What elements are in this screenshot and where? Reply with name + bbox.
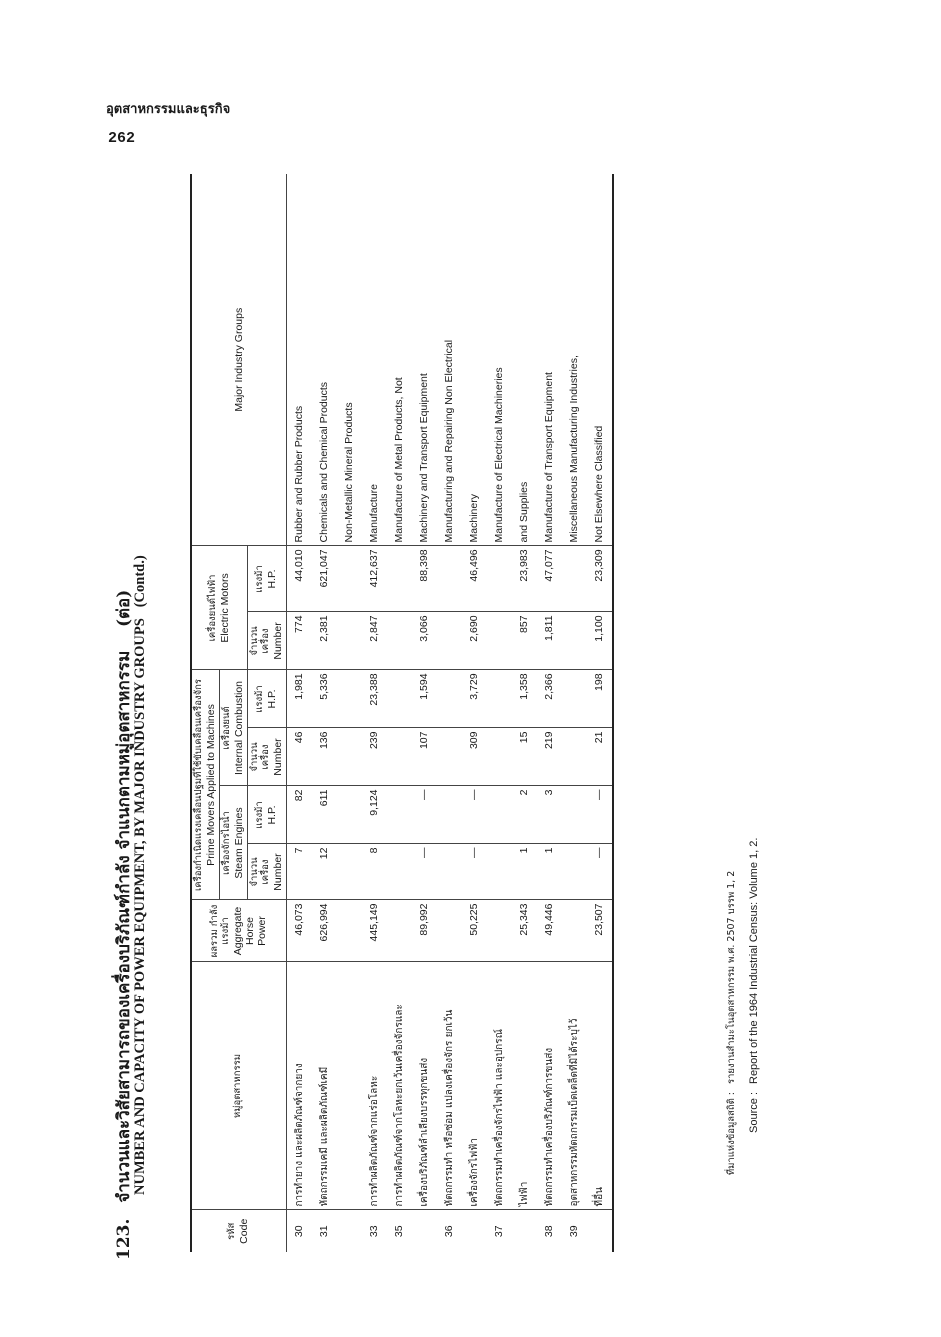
header-number-thai: จำนวน เครื่อง: [248, 857, 271, 887]
row-ic-number: 107: [412, 728, 437, 786]
header-steam-hp: [247, 786, 286, 844]
row-industry-english: Manufacture: [362, 174, 387, 546]
row-industry-thai: [337, 962, 362, 1210]
row-ic-hp: 23,388: [362, 670, 387, 728]
row-industry-english: Non-Metallic Mineral Products: [337, 174, 362, 546]
row-em-hp: 621,047: [312, 546, 337, 612]
table-row: [512, 174, 537, 1252]
row-ic-hp: [437, 670, 462, 728]
header-hp-thai: แรงม้า: [254, 801, 266, 829]
row-steam-number: [337, 844, 362, 900]
header-code: [191, 1210, 286, 1252]
row-industry-thai: หัตถกรรมเคมี และผลิตภัณฑ์เคมี: [312, 962, 337, 1210]
row-em-hp: 23,309: [587, 546, 613, 612]
table-row: [387, 174, 412, 1252]
header-steam-english: Steam Engines: [232, 807, 245, 879]
row-aggregate-hp: [562, 900, 587, 962]
table-row: [337, 174, 362, 1252]
row-industry-english: Manufacture of Transport Equipment: [537, 174, 562, 546]
header-steam-engines: [219, 786, 247, 900]
header-internal-combustion: [219, 670, 247, 786]
header-ic-number: [247, 728, 286, 786]
row-em-hp: 23,983: [512, 546, 537, 612]
row-industry-thai: หัตถกรรมทำ หรือซ่อม แปลงเครื่องจักร ยกเว้น: [437, 962, 462, 1210]
row-code: 37: [493, 1225, 506, 1238]
row-steam-number: [487, 844, 512, 900]
row-em-hp: [387, 546, 412, 612]
row-ic-number: 136: [312, 728, 337, 786]
table-body: [286, 174, 613, 1252]
header-electric-motors: [191, 546, 247, 670]
row-steam-number: [562, 844, 587, 900]
source-english-line: [743, 838, 765, 1200]
source-thai-label: ที่มาแห่งข้อมูลสถิติ :: [726, 1092, 737, 1176]
row-em-number: [487, 612, 512, 670]
row-steam-number: 12: [312, 844, 337, 900]
header-number-english: Number: [271, 738, 284, 776]
table-row: [312, 174, 337, 1252]
row-industry-english: Miscellaneous Manufacturing Industries,: [562, 174, 587, 546]
source-thai-text: รายงานสำมะโนอุตสาหกรรม พ.ศ. 2507 บรรพ 1, 2: [726, 870, 737, 1084]
row-industry-thai: เครื่องบริภัณฑ์ลำเลียงบรรทุกขนส่ง: [412, 962, 437, 1210]
row-em-number: 2,690: [462, 612, 487, 670]
row-industry-thai: หัตถกรรมทำเครื่องจักรไฟฟ้า และอุปกรณ์: [487, 962, 512, 1210]
header-em-number: [247, 612, 286, 670]
header-hp-english: H.P.: [266, 689, 279, 709]
row-industry-english: Rubber and Rubber Products: [286, 174, 312, 546]
row-em-number: 857: [512, 612, 537, 670]
row-steam-number: 7: [286, 844, 312, 900]
row-steam-hp: [337, 786, 362, 844]
row-aggregate-hp: 50,225: [462, 900, 487, 962]
row-em-number: 1,100: [587, 612, 613, 670]
row-em-number: 1,811: [537, 612, 562, 670]
table-row: [362, 174, 387, 1252]
row-steam-number: [437, 844, 462, 900]
row-aggregate-hp: 89,992: [412, 900, 437, 962]
row-steam-hp: [487, 786, 512, 844]
row-ic-number: 15: [512, 728, 537, 786]
row-em-number: 774: [286, 612, 312, 670]
table-row: [587, 174, 613, 1252]
header-hp-english: H.P.: [266, 569, 279, 589]
row-ic-number: 46: [286, 728, 312, 786]
table-row: [437, 174, 462, 1252]
running-head: อุตสาหกรรมและธุรกิจ: [106, 102, 231, 117]
row-ic-hp: 1,358: [512, 670, 537, 728]
header-code-english: Code: [238, 1218, 251, 1244]
source-thai-line: [720, 838, 743, 1200]
row-ic-hp: 3,729: [462, 670, 487, 728]
row-ic-hp: 198: [587, 670, 613, 728]
row-em-hp: 47,077: [537, 546, 562, 612]
row-em-hp: [437, 546, 462, 612]
row-ic-number: [562, 728, 587, 786]
row-steam-number: 1: [512, 844, 537, 900]
row-code: 39: [568, 1225, 581, 1238]
row-industry-thai: การทำผลิตภัณฑ์จากโลหะยกเว้นเครื่องจักรและ: [387, 962, 412, 1210]
header-number-thai: จำนวน เครื่อง: [248, 626, 271, 656]
row-aggregate-hp: [337, 900, 362, 962]
power-equipment-table: [190, 174, 614, 1252]
row-em-number: [337, 612, 362, 670]
row-steam-hp: —: [462, 786, 487, 844]
header-steam-thai: เครื่องจักรไอน้ำ: [220, 811, 232, 875]
title-thai-text: จำนวนและวิสัยสามารถของเครื่องบริภัณฑ์กำลัง จำแนกตามหมู่อุตสาหกรรม: [114, 650, 134, 1203]
row-code: 30: [293, 1225, 306, 1238]
row-code: [462, 1210, 487, 1252]
row-ic-number: 21: [587, 728, 613, 786]
source-english-label: Source :: [748, 1092, 760, 1133]
row-ic-number: [437, 728, 462, 786]
row-steam-number: 8: [362, 844, 387, 900]
row-steam-number: [387, 844, 412, 900]
row-industry-thai: เครื่องจักรไฟฟ้า: [462, 962, 487, 1210]
row-industry-english: Manufacture of Metal Products, Not: [387, 174, 412, 546]
row-em-hp: 44,010: [286, 546, 312, 612]
row-aggregate-hp: [437, 900, 462, 962]
row-steam-hp: [437, 786, 462, 844]
header-number-english: Number: [271, 853, 284, 891]
row-steam-hp: 3: [537, 786, 562, 844]
row-industry-english: Manufacture of Electrical Machineries: [487, 174, 512, 546]
row-ic-hp: 5,336: [312, 670, 337, 728]
row-ic-hp: 2,366: [537, 670, 562, 728]
row-aggregate-hp: 49,446: [537, 900, 562, 962]
row-ic-hp: [562, 670, 587, 728]
table-title-english: [132, 555, 149, 1195]
title-english-text: NUMBER AND CAPACITY OF POWER EQUIPMENT, BY MAJOR INDUSTRY GROUPS: [132, 618, 148, 1195]
row-steam-hp: [562, 786, 587, 844]
header-prime-movers: [191, 670, 219, 900]
row-industry-thai: ไฟฟ้า: [512, 962, 537, 1210]
row-code: 38: [543, 1225, 556, 1238]
row-steam-hp: 82: [286, 786, 312, 844]
header-electric-english: Electric Motors: [218, 573, 231, 643]
header-major-industry-groups: Major Industry Groups: [191, 174, 286, 546]
row-em-hp: 88,398: [412, 546, 437, 612]
row-em-hp: [562, 546, 587, 612]
header-electric-thai: เครื่องยนต์ไฟฟ้า: [206, 574, 218, 642]
row-steam-hp: 2: [512, 786, 537, 844]
header-hp-thai: แรงม้า: [254, 565, 266, 593]
source-english-text: Report of the 1964 Industrial Census: Volume 1, 2.: [748, 837, 760, 1084]
row-em-hp: 46,496: [462, 546, 487, 612]
table-row: [537, 174, 562, 1252]
table-row: [462, 174, 487, 1252]
row-industry-english: Machinery and Transport Equipment: [412, 174, 437, 546]
row-ic-number: 219: [537, 728, 562, 786]
row-em-number: [562, 612, 587, 670]
row-industry-english: Chemicals and Chemical Products: [312, 174, 337, 546]
row-ic-hp: 1,981: [286, 670, 312, 728]
row-steam-hp: —: [412, 786, 437, 844]
row-em-hp: [487, 546, 512, 612]
table-number: 123.: [114, 1218, 134, 1260]
row-code: 33: [368, 1225, 381, 1238]
row-code: 31: [318, 1225, 331, 1238]
row-industry-thai: การทำยาง และผลิตภัณฑ์จากยาง: [286, 962, 312, 1210]
row-aggregate-hp: [387, 900, 412, 962]
row-em-hp: [337, 546, 362, 612]
header-number-thai: จำนวน เครื่อง: [248, 742, 271, 772]
row-code: 35: [393, 1225, 406, 1238]
footnotes: [720, 838, 765, 1200]
row-em-number: 2,847: [362, 612, 387, 670]
header-industry-group-thai: หมู่อุตสาหกรรม: [191, 962, 286, 1210]
row-code: [587, 1210, 613, 1252]
page-number: 262: [108, 130, 136, 147]
header-internal-thai: เครื่องยนต์: [220, 706, 232, 750]
header-em-hp: [247, 546, 286, 612]
row-industry-thai: หัตถกรรมทำเครื่องบริภัณฑ์การขนส่ง: [537, 962, 562, 1210]
title-thai-suffix: (ต่อ): [114, 589, 134, 628]
row-em-number: [437, 612, 462, 670]
header-prime-movers-english: Prime Movers Applied to Machines: [204, 704, 217, 866]
row-em-number: 3,066: [412, 612, 437, 670]
row-ic-number: 309: [462, 728, 487, 786]
row-ic-hp: [387, 670, 412, 728]
row-steam-number: 1: [537, 844, 562, 900]
row-ic-hp: [337, 670, 362, 728]
rotated-table-block: [110, 150, 790, 1260]
row-ic-number: [337, 728, 362, 786]
row-steam-number: —: [412, 844, 437, 900]
table-row: [487, 174, 512, 1252]
row-industry-english: and Supplies: [512, 174, 537, 546]
row-industry-english: Manufacturing and Repairing Non Electrical: [437, 174, 462, 546]
table-row: [562, 174, 587, 1252]
row-aggregate-hp: 445,149: [362, 900, 387, 962]
header-internal-english: Internal Combustion: [232, 681, 245, 775]
row-industry-english: Machinery: [462, 174, 487, 546]
header-hp-thai: แรงม้า: [254, 685, 266, 713]
row-ic-number: [487, 728, 512, 786]
header-aggregate-english: Aggregate Horse Power: [231, 906, 268, 956]
header-code-thai: รหัส: [226, 1222, 238, 1240]
row-industry-english: Not Elsewhere Classified: [587, 174, 613, 546]
row-ic-hp: [487, 670, 512, 728]
row-em-number: 2,381: [312, 612, 337, 670]
row-em-number: [387, 612, 412, 670]
table-row: [286, 174, 312, 1252]
row-ic-hp: 1,594: [412, 670, 437, 728]
row-steam-number: —: [587, 844, 613, 900]
row-code: 36: [443, 1225, 456, 1238]
row-aggregate-hp: 25,343: [512, 900, 537, 962]
row-aggregate-hp: 46,073: [286, 900, 312, 962]
row-industry-thai: ที่อื่น: [587, 962, 613, 1210]
header-number-english: Number: [271, 622, 284, 660]
row-steam-hp: [387, 786, 412, 844]
row-aggregate-hp: [487, 900, 512, 962]
header-aggregate: [191, 900, 286, 962]
header-prime-movers-thai: เครื่องกำเนิดแรงเคลื่อนปฐมที่ใช้ขับเคลื่อนเครื่องจักร: [193, 678, 204, 891]
row-ic-number: [387, 728, 412, 786]
row-aggregate-hp: 626,994: [312, 900, 337, 962]
row-code: [337, 1210, 362, 1252]
row-steam-hp: —: [587, 786, 613, 844]
row-steam-number: —: [462, 844, 487, 900]
title-english-suffix: (Contd.): [132, 555, 148, 608]
header-hp-english: H.P.: [266, 805, 279, 825]
row-aggregate-hp: 23,507: [587, 900, 613, 962]
header-aggregate-thai: ผลรวม กำลัง แรงม้า: [208, 904, 231, 958]
row-code: [412, 1210, 437, 1252]
row-ic-number: 239: [362, 728, 387, 786]
table-row: [412, 174, 437, 1252]
header-ic-hp: [247, 670, 286, 728]
row-steam-hp: 9,124: [362, 786, 387, 844]
header-steam-number: [247, 844, 286, 900]
row-em-hp: 412,637: [362, 546, 387, 612]
row-industry-thai: การทำผลิตภัณฑ์จากแร่อโลหะ: [362, 962, 387, 1210]
row-industry-thai: อุตสาหกรรมหัตถกรรมเบ็ดเตล็ดที่มิได้ระบุไว้: [562, 962, 587, 1210]
row-code: [512, 1210, 537, 1252]
row-steam-hp: 611: [312, 786, 337, 844]
